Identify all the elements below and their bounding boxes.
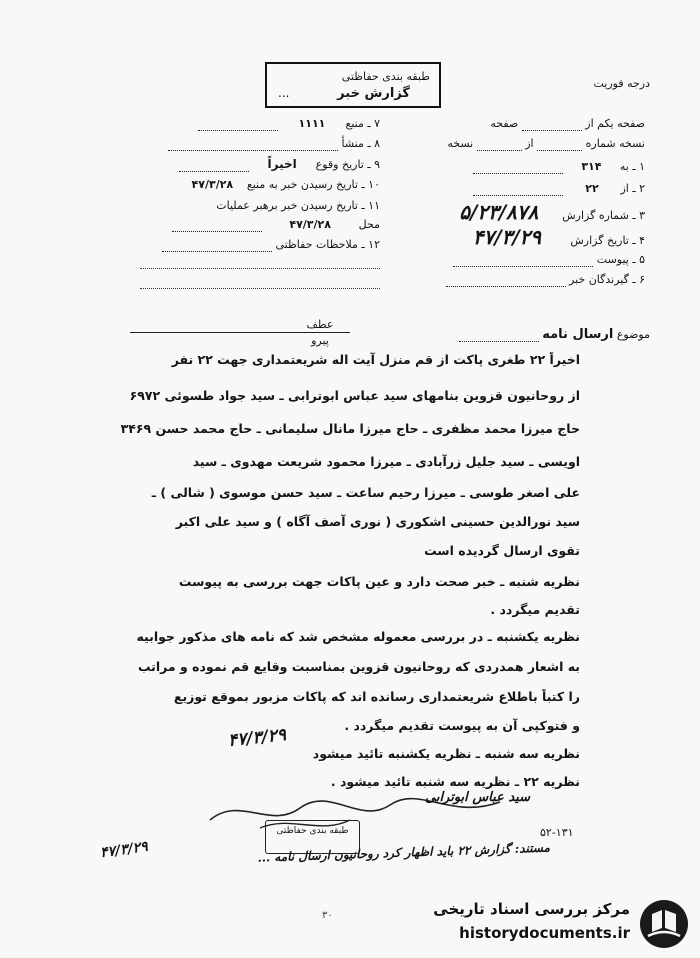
handwritten-footer-date: ۴۷/۳/۲۹	[99, 838, 149, 862]
report-title: گزارش خبر	[337, 86, 410, 101]
opinion-line: نظریه سه شنبه ـ نظریه یکشنبه تائید میشود	[312, 746, 580, 761]
field-occurrence-date: ۹ ـ تاریخ وقوع اخیراً	[140, 157, 380, 172]
field-report-date: ۴ ـ تاریخ گزارش ۴۷/۳/۲۹	[472, 225, 645, 249]
field-received-source-date: ۱۰ ـ تاریخ رسیدن خبر به منبع ۴۷/۳/۲۸	[191, 178, 380, 191]
opinion-line: نظریه ۲۲ ـ نظریه سه شنبه تائید میشود .	[330, 774, 580, 789]
classification-box	[265, 62, 441, 108]
handwritten-signature: سید عباس ابوترابی	[424, 790, 530, 805]
field-recipients: ۶ ـ گیرندگان خبر	[395, 273, 645, 287]
opinion-line: و فتوکپی آن به پیوست تقدیم میگردد .	[344, 718, 580, 733]
handwritten-side-number: ۴۷/۳/۲۹	[227, 725, 287, 751]
page-mark: ۳۰	[322, 910, 333, 921]
opinion-line: تقدیم میگردد .	[490, 602, 580, 617]
reference-atf: عطف	[306, 318, 334, 331]
watermark-org-name: مرکز بررسی اسناد تاریخی	[433, 900, 630, 918]
body-line: حاج میرزا محمد مظفری ـ حاج میرزا مانال سلیمانی ـ حاج محمد حسن ۳۴۶۹	[120, 421, 580, 436]
field-report-number: ۳ ـ شماره گزارش ۵/۲۳/۸۷۸	[459, 200, 645, 224]
field-source: ۷ ـ منبع ۱۱۱۱	[140, 117, 380, 131]
field-to: ۱ ـ به ۳۱۴	[395, 160, 645, 174]
reference-peyro: پیرو	[311, 334, 329, 347]
body-line: علی اصغر طوسی ـ میرزا رحیم ساعت ـ سید حسن موسوی ( شالی ) ـ	[151, 485, 580, 500]
opinion-line: به اشعار همدردی که روحانیون قزوین بمناسبت وقایع قم نموده و مراتب	[137, 659, 580, 674]
urgency-label: درجه فوریت	[593, 77, 650, 90]
handwritten-footer-note: مستند: گزارش ۲۲ باید اظهار کرد روحانیون ارسال نامه ...	[257, 840, 551, 865]
field-location: محل ۴۷/۳/۲۸	[140, 218, 380, 232]
body-line: سید نورالدین حسینی اشکوری ( نوری آصف آگاه ) و سید علی اکبر	[175, 514, 580, 529]
field-attachment: ۵ ـ پیوست	[395, 253, 645, 267]
classification-value: ...	[278, 86, 290, 100]
watermark-logo-icon	[638, 898, 690, 950]
body-line: تقوی ارسال گردیده است	[424, 543, 580, 558]
subject-line: موضوع ارسال نامه	[390, 328, 650, 342]
field-security-notes: ۱۲ ـ ملاحظات حفاظتی	[140, 238, 380, 252]
body-line: از روحانیون قزوین بنامهای سید عباس ابوترابی ـ سید جواد طسوئی ۶۹۷۲	[129, 388, 580, 403]
field-received-leader-date: ۱۱ ـ تاریخ رسیدن خبر برهبر عملیات	[216, 199, 380, 212]
stamp-text: طبقه بندی حفاظتی	[276, 826, 349, 836]
field-origin: ۸ ـ منشأ	[140, 137, 380, 151]
dotted-rule	[140, 268, 380, 269]
body-line: اویسی ـ سید جلیل زرآبادی ـ میرزا محمود شریعت مهدوی ـ سید	[192, 454, 580, 469]
opinion-line: نظریه شنبه ـ خبر صحت دارد و عین پاکات جهت بررسی به پیوست	[178, 574, 580, 589]
opinion-line: را کتباً باطلاع شریعتمداری رسانده اند که پاکات مزبور بموقع توزیع	[173, 689, 580, 704]
watermark-website: historydocuments.ir	[459, 924, 630, 942]
field-copy-number: نسخه شماره از نسخه	[447, 137, 645, 150]
opinion-line: نظریه یکشنبه ـ در بررسی معموله مشخص شد که نامه های مذکور جوابیه	[136, 629, 580, 644]
field-page: صفحه یکم از صفحه	[490, 117, 645, 130]
watermark	[410, 892, 700, 958]
field-from: ۲ ـ از ۲۲	[395, 182, 645, 196]
classification-label: طبقه بندی حفاظتی	[341, 70, 430, 83]
form-number: ۵۲-۱۳۱	[540, 826, 574, 839]
body-line: اخیراً ۲۲ طغری پاکت از قم منزل آیت اله شریعتمداری جهت ۲۲ نفر	[171, 352, 580, 367]
reference-divider	[130, 332, 350, 333]
dotted-rule	[140, 288, 380, 289]
